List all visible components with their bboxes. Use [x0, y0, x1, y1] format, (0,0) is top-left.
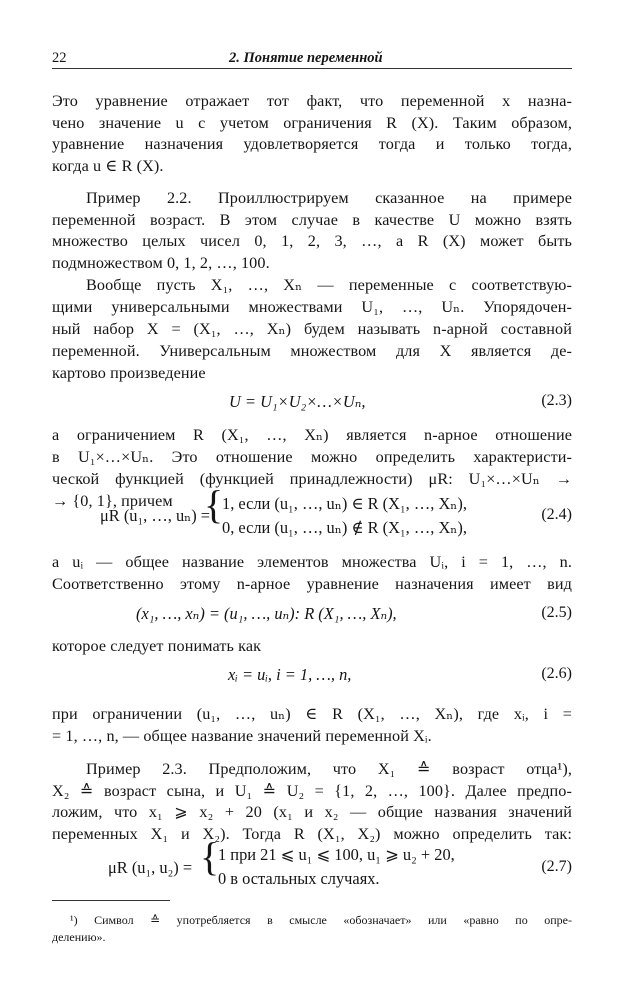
- equation-number: (2.6): [541, 665, 572, 682]
- equation-2-7-case-2: 0 в остальных случаях.: [218, 869, 380, 888]
- text-line: а ограничением R (X₁, …, Xₙ) является n-арное отношение: [52, 426, 572, 444]
- text-line: переменных X₁ и X₂). Тогда R (X₁, X₂) можно определить так:: [52, 825, 572, 843]
- text-line: = 1, …, n, — общее название значений переменной Xᵢ.: [52, 727, 432, 745]
- text-line: при ограничении (u₁, …, uₙ) ∈ R (X₁, …, Xₙ), где xᵢ, i =: [52, 705, 572, 723]
- equation-2-7-lhs: μR (u₁, u₂) =: [108, 858, 193, 877]
- footnote-line: делению».: [52, 930, 106, 944]
- text-line: в U₁×…×Uₙ. Это отношение можно определить характеристи-: [52, 448, 572, 466]
- text-line: ный набор X = (X₁, …, Xₙ) будем называть n-арной составной: [52, 320, 572, 338]
- example-heading-line: Пример 2.3. Предположим, что X₁ ≙ возраст отца¹),: [86, 760, 572, 778]
- text-line: когда u ∈ R (X).: [52, 157, 164, 175]
- left-brace: {: [204, 482, 224, 527]
- equation-2-4-case-1: 1, если (u₁, …, uₙ) ∈ R (X₁, …, Xₙ),: [222, 494, 467, 513]
- text-line: множество целых чисел 0, 1, 2, 3, …, а R (X) может быть: [52, 232, 572, 250]
- text-line: → {0, 1}, причем: [52, 492, 173, 510]
- text-line: которое следует понимать как: [52, 637, 262, 655]
- equation-2-6: xᵢ = uᵢ, i = 1, …, n,: [228, 665, 352, 684]
- text-line: Вообще пусть X₁, …, Xₙ — переменные с соответствую-: [86, 276, 572, 294]
- equation-2-5: (x₁, …, xₙ) = (u₁, …, uₙ): R (X₁, …, Xₙ),: [136, 604, 397, 623]
- text-line: а uᵢ — общее название элементов множества Uᵢ, i = 1, …, n.: [52, 553, 572, 571]
- page-number: 22: [52, 50, 67, 66]
- running-head-title: 2. Понятие переменной: [229, 50, 383, 66]
- text-line: переменной возраст. В этом случае в качестве U можно взять: [52, 211, 572, 229]
- text-line: чено значение u с учетом ограничения R (X). Таким образом,: [52, 114, 572, 132]
- text-line: ложим, что x₁ ⩾ x₂ + 20 (x₁ и x₂ — общие названия значений: [52, 803, 572, 821]
- footnote-rule: [52, 900, 170, 901]
- equation-number: (2.4): [541, 506, 572, 523]
- equation-number: (2.5): [541, 604, 572, 621]
- text-line: Соответственно этому n-арное уравнение назначения имеет вид: [52, 575, 572, 593]
- text-line: уравнение назначения удовлетворяется тогда и только тогда,: [52, 135, 572, 153]
- equation-2-3: U = U₁×U₂×…×Uₙ,: [229, 392, 366, 411]
- text-line: картово произведение: [52, 364, 206, 382]
- text-line: щими универсальными множествами U₁, …, Uₙ. Упорядочен-: [52, 298, 572, 316]
- equation-2-4-case-2: 0, если (u₁, …, uₙ) ∉ R (X₁, …, Xₙ),: [222, 518, 467, 537]
- footnote-line: ¹) Символ ≙ употребляется в смысле «обозначает» или «равно по опре-: [70, 913, 572, 927]
- text-line: ческой функцией (функцией принадлежности) μR: U₁×…×Uₙ →: [52, 470, 572, 488]
- text-line: X₂ ≙ возраст сына, и U₁ ≙ U₂ = {1, 2, …, 100}. Далее предпо-: [52, 782, 572, 800]
- equation-number: (2.7): [541, 858, 572, 875]
- text-line: подмножеством 0, 1, 2, …, 100.: [52, 254, 270, 272]
- equation-2-4-lhs: μR (u₁, …, uₙ) =: [100, 506, 211, 525]
- text-line: Это уравнение отражает тот факт, что переменной x назна-: [52, 92, 572, 110]
- equation-number: (2.3): [541, 392, 572, 409]
- left-brace: {: [200, 834, 220, 879]
- example-heading-line: Пример 2.2. Проиллюстрируем сказанное на примере: [86, 189, 572, 207]
- equation-2-7-case-1: 1 при 21 ⩽ u₁ ⩽ 100, u₁ ⩾ u₂ + 20,: [218, 845, 455, 864]
- text-line: переменной. Универсальным множеством для X является де-: [52, 342, 572, 360]
- header-rule: [52, 68, 572, 69]
